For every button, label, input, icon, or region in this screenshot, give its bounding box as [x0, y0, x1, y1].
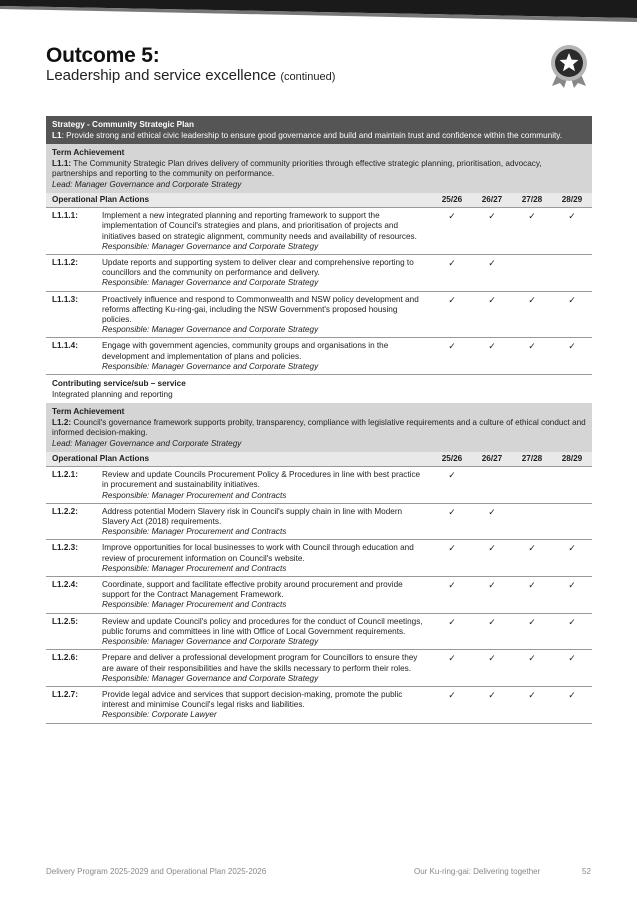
check-icon: [552, 467, 592, 504]
check-icon: ✓: [552, 291, 592, 338]
top-decorative-bar: [0, 0, 637, 22]
content-area: [46, 116, 592, 724]
check-icon: ✓: [432, 650, 472, 687]
check-icon: ✓: [512, 613, 552, 650]
check-icon: ✓: [432, 503, 472, 540]
table-row: L1.1.4: Engage with government agencies, community groups and organisations in the development and implementation of plans and policies. Responsible: Manager Governance and Corporate Strategy ✓ ✓ ✓ ✓: [46, 338, 592, 375]
check-icon: ✓: [552, 540, 592, 577]
page-number: 52: [582, 867, 591, 876]
check-icon: ✓: [472, 255, 512, 292]
check-icon: ✓: [432, 467, 472, 504]
check-icon: [552, 503, 592, 540]
check-icon: ✓: [432, 255, 472, 292]
table-row: L1.2.2: Address potential Modern Slavery risk in Council's supply chain in line with Modern Slavery Act (2018) requirements. Responsible: Manager Procurement and Contracts ✓ ✓: [46, 503, 592, 540]
check-icon: ✓: [552, 338, 592, 375]
check-icon: ✓: [552, 577, 592, 614]
term-achievement-l1-1: Term Achievement L1.1: The Community Strategic Plan drives delivery of community priorities through effective strategic planning, prioritisation, advocacy, partnerships and reporting to the community on performance. Lead: Manager Governance and Corporate Strategy: [46, 144, 592, 193]
check-icon: ✓: [512, 577, 552, 614]
check-icon: ✓: [472, 686, 512, 723]
check-icon: ✓: [472, 503, 512, 540]
table-row: L1.2.7: Provide legal advice and services that support decision-making, promote the public interest and minimise Council's legal risks and liabilities. Responsible: Corporate Lawyer ✓ ✓ ✓ ✓: [46, 686, 592, 723]
star-award-icon: [548, 44, 590, 88]
check-icon: ✓: [512, 650, 552, 687]
check-icon: ✓: [552, 650, 592, 687]
check-icon: [552, 255, 592, 292]
check-icon: ✓: [472, 650, 512, 687]
check-icon: ✓: [432, 291, 472, 338]
actions-table-l1-1: Operational Plan Actions 25/26 26/27 27/28 28/29 L1.1.1: Implement a new integrated planning and reporting framework to support the implementation of Council's strategies and plans, and prioritisation of projects and initiatives based on strategic alignment, community needs and availability of resources. Responsible: Manager Governance and Corporate Strategy ✓ ✓ ✓ ✓ L1.1.2: Update reports and supporting system to deliver clear and comprehensive reporting to councillors and the community on performance and delivery. Responsible: Manager Governance and Corporate Strategy ✓ ✓ L1.1.3: Proactively influence and respond to Commonwealth and NSW policy development and reforms affecting Ku-ring-gai, including the NSW Government's proposed housing policies. Responsible: Manager Governance and Corporate Strategy ✓ ✓ ✓ ✓ L1.1.4: Engage with government agencies, community groups and organisations in the development and implementation of plans and policies. Responsible: Manager Governance and Corporate Strategy ✓ ✓ ✓ ✓: [46, 193, 592, 375]
check-icon: ✓: [472, 338, 512, 375]
table-row: L1.2.5: Review and update Council's policy and procedures for the conduct of Council meetings, public forums and committees in line with Office of Local Government requirements. Responsible: Manager Governance and Corporate Strategy ✓ ✓ ✓ ✓: [46, 613, 592, 650]
table-row: L1.1.1: Implement a new integrated planning and reporting framework to support the implementation of Council's strategies and plans, and prioritisation of projects and initiatives based on strategic alignment, community needs and availability of resources. Responsible: Manager Governance and Corporate Strategy ✓ ✓ ✓ ✓: [46, 208, 592, 255]
check-icon: ✓: [472, 577, 512, 614]
table-row: L1.2.4: Coordinate, support and facilitate effective probity around procurement and provide support for the Contract Management Framework. Responsible: Manager Procurement and Contracts ✓ ✓ ✓ ✓: [46, 577, 592, 614]
actions-table-l1-2: Operational Plan Actions 25/26 26/27 27/28 28/29 L1.2.1: Review and update Councils Procurement Policy & Procedures in line with best practice in procurement and sustainability initiatives. Responsible: Manager Procurement and Contracts ✓ L1.2.2: Address potential Modern Slavery risk in Council's supply chain in line with Modern Slavery Act (2018) requirements. Responsible: Manager Procurement and Contracts ✓ ✓ L1.2.3: Improve opportunities for local businesses to work with Council through education and review of procurement information on Council's website. Responsible: Manager Procurement and Contracts ✓ ✓ ✓ ✓ L1.2.4: Coordinate, support and facilitate effective probity around procurement and provide support for the Contract Management Framework. Responsible: Manager Procurement and Contracts ✓ ✓ ✓ ✓ L1.2.5: Review and update Council's policy and procedures for the conduct of Council meetings, public forums and committees in line with Office of Local Government requirements. Responsible: Manager Governance and Corporate Strategy ✓ ✓ ✓ ✓ L1.2.6: Prepare and deliver a professional development program for Councillors to ensure they are aware of their responsibilities and have the skills necessary to perform their roles. Responsible: Manager Governance and Corporate Strategy ✓ ✓ ✓ ✓ L1.2.7: Provide legal advice and services that support decision-making, promote the public interest and minimise Council's legal risks and liabilities. Responsible: Corporate Lawyer ✓ ✓ ✓ ✓: [46, 452, 592, 723]
check-icon: ✓: [512, 540, 552, 577]
check-icon: ✓: [432, 208, 472, 255]
page-subtitle: Leadership and service excellence (continued): [46, 67, 336, 84]
check-icon: ✓: [432, 338, 472, 375]
contributing-service: Contributing service/sub – service Integrated planning and reporting: [52, 379, 186, 399]
table-header: Operational Plan Actions: [46, 193, 432, 208]
check-icon: [472, 467, 512, 504]
check-icon: ✓: [512, 208, 552, 255]
check-icon: ✓: [472, 208, 512, 255]
check-icon: ✓: [552, 613, 592, 650]
check-icon: ✓: [432, 577, 472, 614]
term-achievement-l1-2: Term Achievement L1.2: Council's governance framework supports probity, transparency, compliance with legislative requirements and a culture of ethical conduct and informed decision-making. Lead: Manager Governance and Corporate Strategy: [46, 403, 592, 452]
check-icon: ✓: [552, 686, 592, 723]
table-header: Operational Plan Actions: [46, 452, 432, 467]
footer-tagline: Our Ku-ring-gai: Delivering together: [414, 867, 541, 876]
check-icon: ✓: [472, 613, 512, 650]
check-icon: [512, 255, 552, 292]
check-icon: ✓: [512, 686, 552, 723]
table-row: L1.2.1: Review and update Councils Procurement Policy & Procedures in line with best practice in procurement and sustainability initiatives. Responsible: Manager Procurement and Contracts ✓: [46, 467, 592, 504]
check-icon: ✓: [512, 291, 552, 338]
check-icon: ✓: [472, 540, 512, 577]
check-icon: ✓: [552, 208, 592, 255]
check-icon: ✓: [472, 291, 512, 338]
check-icon: ✓: [432, 540, 472, 577]
table-row: L1.1.2: Update reports and supporting system to deliver clear and comprehensive reporting to councillors and the community on performance and delivery. Responsible: Manager Governance and Corporate Strategy ✓ ✓: [46, 255, 592, 292]
check-icon: [512, 503, 552, 540]
table-row: L1.1.3: Proactively influence and respond to Commonwealth and NSW policy development and reforms affecting Ku-ring-gai, including the NSW Government's proposed housing policies. Responsible: Manager Governance and Corporate Strategy ✓ ✓ ✓ ✓: [46, 291, 592, 338]
check-icon: ✓: [432, 686, 472, 723]
strategy-banner: Strategy - Community Strategic Plan L1: Provide strong and ethical civic leadership to ensure good governance and build and maintain trust and confidence within the community.: [46, 116, 592, 144]
check-icon: ✓: [432, 613, 472, 650]
table-row: L1.2.6: Prepare and deliver a professional development program for Councillors to ensure they are aware of their responsibilities and have the skills necessary to perform their roles. Responsible: Manager Governance and Corporate Strategy ✓ ✓ ✓ ✓: [46, 650, 592, 687]
footer-document-title: Delivery Program 2025-2029 and Operational Plan 2025-2026: [46, 867, 267, 876]
check-icon: ✓: [512, 338, 552, 375]
page-title: Outcome 5:: [46, 44, 160, 67]
table-row: L1.2.3: Improve opportunities for local businesses to work with Council through education and review of procurement information on Council's website. Responsible: Manager Procurement and Contracts ✓ ✓ ✓ ✓: [46, 540, 592, 577]
check-icon: [512, 467, 552, 504]
